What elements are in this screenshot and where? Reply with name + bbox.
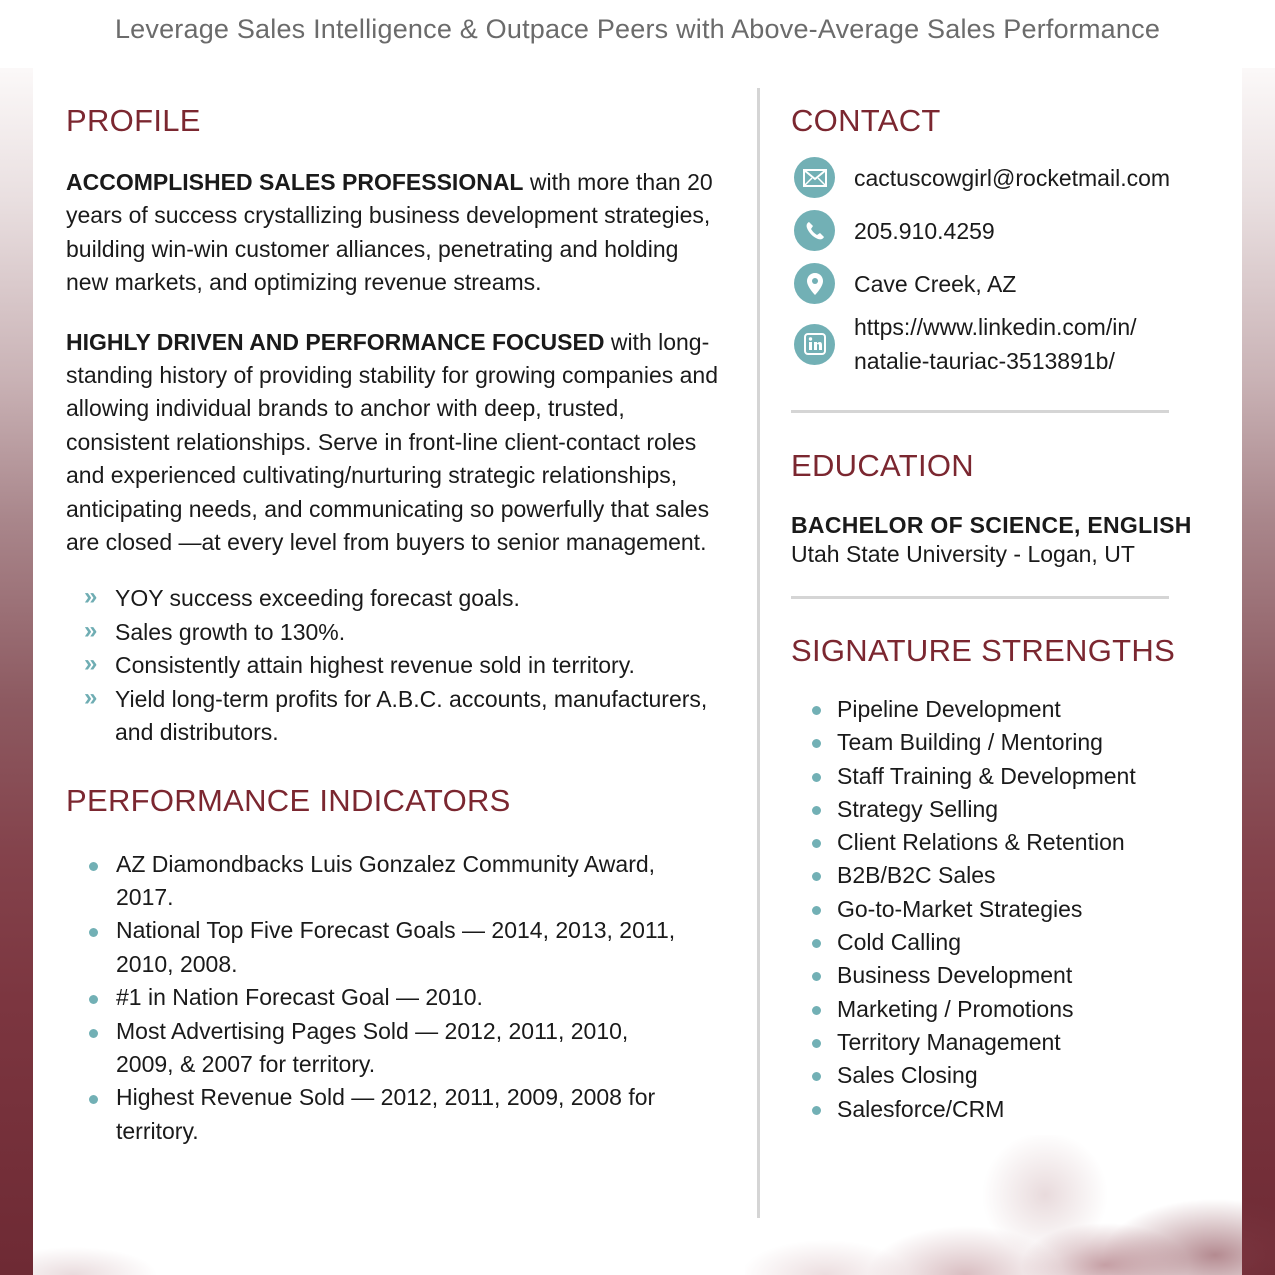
contact-email bbox=[791, 157, 1231, 198]
strength-text: Team Building / Mentoring bbox=[837, 729, 1103, 756]
strength-text: Client Relations & Retention bbox=[837, 829, 1125, 856]
strength-text: Territory Management bbox=[837, 1028, 1061, 1055]
strength-item bbox=[791, 859, 1231, 892]
contact-phone bbox=[791, 210, 1231, 251]
left-column bbox=[66, 100, 726, 1148]
profile-lead-1: ACCOMPLISHED SALES PROFESSIONAL bbox=[66, 169, 524, 195]
bullet-dot-icon bbox=[812, 1106, 821, 1115]
strength-item bbox=[791, 893, 1231, 926]
strength-item bbox=[791, 760, 1231, 793]
strengths-heading: SIGNATURE STRENGTHS bbox=[791, 633, 1176, 668]
contact-location bbox=[791, 263, 1231, 304]
profile-paragraph-2 bbox=[66, 326, 726, 560]
linkedin-link[interactable]: https://www.linkedin.com/in/ natalie-tauriac-3513891b/ bbox=[854, 314, 1137, 374]
bullet-dot-icon bbox=[812, 706, 821, 715]
performance-text: National Top Five Forecast Goals — 2014, 2013, 2011, 2010, 2008. bbox=[116, 917, 676, 977]
contact-linkedin bbox=[791, 310, 1231, 378]
phone-icon bbox=[794, 210, 835, 251]
highlight-item bbox=[66, 683, 726, 750]
bullet-dot-icon bbox=[812, 739, 821, 748]
performance-heading: PERFORMANCE INDICATORS bbox=[66, 782, 511, 818]
strength-item bbox=[791, 1059, 1231, 1092]
strength-item bbox=[791, 726, 1231, 759]
profile-lead-2: HIGHLY DRIVEN AND PERFORMANCE FOCUSED bbox=[66, 328, 605, 355]
right-column bbox=[791, 100, 1231, 1126]
highlight-item bbox=[66, 649, 726, 682]
strengths-list bbox=[791, 693, 1231, 1126]
bullet-dot-icon bbox=[812, 1006, 821, 1015]
linkedin-icon bbox=[794, 324, 835, 365]
profile-highlights-list bbox=[66, 582, 726, 749]
envelope-icon bbox=[794, 157, 835, 198]
strength-item bbox=[791, 926, 1231, 959]
location-text: Cave Creek, AZ bbox=[854, 270, 1017, 297]
strength-text: Pipeline Development bbox=[837, 696, 1061, 722]
strength-item bbox=[791, 793, 1231, 826]
contact-list bbox=[791, 157, 1231, 378]
email-link[interactable]: cactuscowgirl@rocketmail.com bbox=[854, 164, 1171, 191]
left-watercolor-border bbox=[0, 0, 34, 1275]
performance-item bbox=[66, 848, 686, 915]
performance-text: Highest Revenue Sold — 2012, 2011, 2009, 2008 for territory. bbox=[116, 1084, 656, 1144]
profile-body-1: with more than 20 years of success crystallizing business development strategies, building win-win customer alliances, penetrating and holding new markets, and optimizing revenue streams. bbox=[66, 169, 713, 296]
highlight-item bbox=[66, 582, 726, 615]
performance-text: Most Advertising Pages Sold — 2012, 2011, 2010, 2009, & 2007 for territory. bbox=[116, 1017, 629, 1077]
right-watercolor-border bbox=[1241, 0, 1275, 1275]
double-chevron-icon: » bbox=[84, 683, 98, 711]
bullet-dot-icon bbox=[812, 1072, 821, 1081]
bullet-dot-icon bbox=[89, 862, 98, 871]
strength-text: Salesforce/CRM bbox=[837, 1095, 1005, 1122]
performance-list bbox=[66, 848, 686, 1149]
degree: BACHELOR OF SCIENCE, ENGLISH bbox=[791, 512, 1192, 538]
strength-text: Cold Calling bbox=[837, 929, 962, 956]
phone-number[interactable]: 205.910.4259 bbox=[854, 217, 995, 244]
bullet-dot-icon bbox=[812, 773, 821, 782]
education-heading: EDUCATION bbox=[791, 448, 974, 483]
performance-text: AZ Diamondbacks Luis Gonzalez Community Award, 2017. bbox=[116, 850, 656, 910]
strength-text: Business Development bbox=[837, 962, 1073, 989]
bullet-dot-icon bbox=[812, 972, 821, 981]
strength-text: Sales Closing bbox=[837, 1062, 978, 1089]
highlight-text: Yield long-term profits for A.B.C. accounts, manufacturers, and distributors. bbox=[115, 685, 708, 746]
strength-text: Go-to-Market Strategies bbox=[837, 895, 1083, 922]
strength-item bbox=[791, 1093, 1231, 1126]
bullet-dot-icon bbox=[89, 928, 98, 937]
profile-heading: PROFILE bbox=[66, 103, 201, 138]
highlight-item bbox=[66, 616, 726, 649]
bullet-dot-icon bbox=[812, 872, 821, 881]
section-divider bbox=[791, 410, 1169, 413]
performance-item bbox=[66, 1081, 686, 1148]
strength-item bbox=[791, 993, 1231, 1026]
strength-item bbox=[791, 1026, 1231, 1059]
school: Utah State University - Logan, UT bbox=[791, 541, 1135, 567]
performance-item bbox=[66, 914, 686, 981]
bullet-dot-icon bbox=[812, 939, 821, 948]
section-divider bbox=[791, 596, 1169, 599]
performance-text: #1 in Nation Forecast Goal — 2010. bbox=[116, 984, 483, 1011]
highlight-text: Sales growth to 130%. bbox=[115, 618, 346, 645]
strength-text: Staff Training & Development bbox=[837, 762, 1136, 789]
bullet-dot-icon bbox=[812, 839, 821, 848]
location-pin-icon bbox=[794, 263, 835, 304]
tagline: Leverage Sales Intelligence & Outpace Peers with Above-Average Sales Performance bbox=[114, 14, 1161, 44]
strength-item bbox=[791, 693, 1231, 726]
double-chevron-icon: » bbox=[84, 616, 98, 644]
watercolor-wash-bottom-right bbox=[745, 1135, 1275, 1275]
bullet-dot-icon bbox=[812, 806, 821, 815]
performance-item bbox=[66, 1015, 686, 1082]
strength-text: Marketing / Promotions bbox=[837, 995, 1074, 1022]
strength-text: B2B/B2C Sales bbox=[837, 862, 996, 889]
bullet-dot-icon bbox=[812, 906, 821, 915]
column-divider bbox=[757, 88, 760, 1218]
bullet-dot-icon bbox=[89, 995, 98, 1004]
highlight-text: Consistently attain highest revenue sold in territory. bbox=[115, 652, 635, 679]
profile-paragraph-1 bbox=[66, 166, 726, 300]
strength-item bbox=[791, 959, 1231, 992]
contact-heading: CONTACT bbox=[791, 103, 941, 138]
strength-text: Strategy Selling bbox=[837, 795, 999, 822]
bullet-dot-icon bbox=[812, 1039, 821, 1048]
strength-item bbox=[791, 826, 1231, 859]
watercolor-wash-bottom-left bbox=[33, 1215, 233, 1275]
performance-item bbox=[66, 981, 686, 1014]
bullet-dot-icon bbox=[89, 1095, 98, 1104]
highlight-text: YOY success exceeding forecast goals. bbox=[115, 585, 520, 612]
profile-body-2: with long-standing history of providing stability for growing companies and allowing individual brands to anchor with deep, trusted, consistent relationships. Serve in front-line client-contact roles and experienced cultivating/nurturing strategic relationships, anticipating needs, and communicating so powerfully that sales are closed —at every level from buyers to senior management. bbox=[66, 328, 719, 556]
double-chevron-icon: » bbox=[84, 650, 98, 678]
double-chevron-icon: » bbox=[84, 583, 98, 611]
bullet-dot-icon bbox=[89, 1029, 98, 1038]
